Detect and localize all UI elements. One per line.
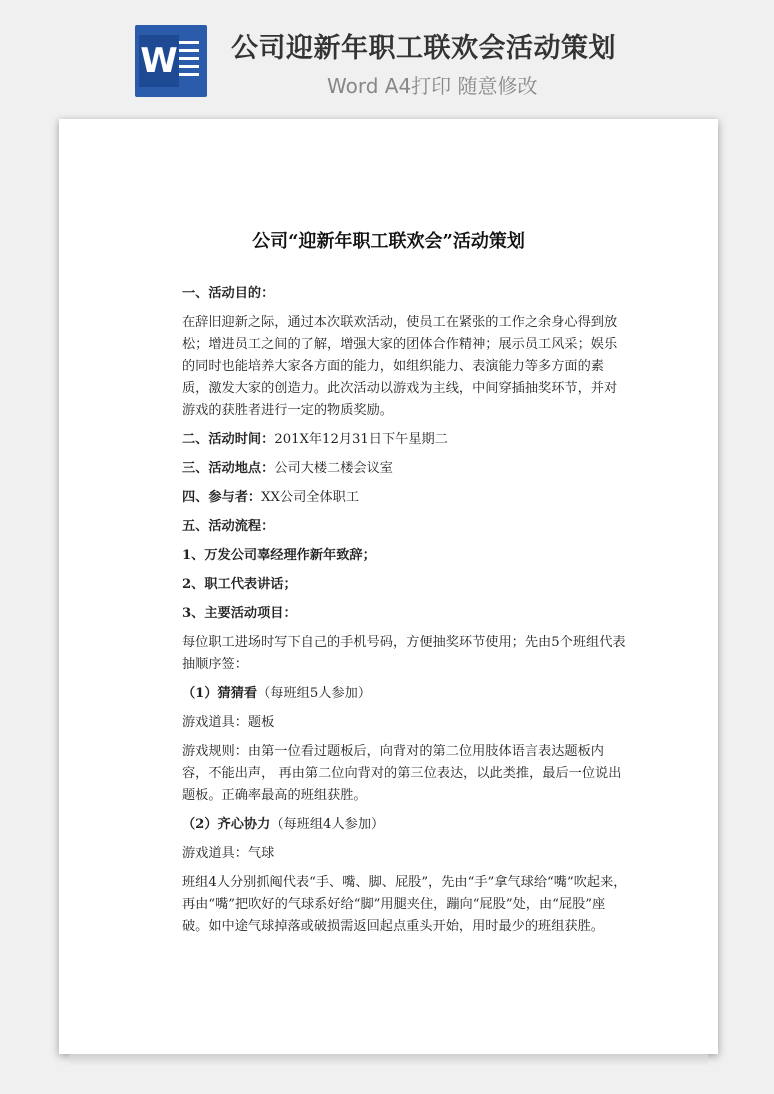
purpose-text: 在辞旧迎新之际，通过本次联欢活动，使员工在紧张的工作之余身心得到放松；增进员工之间的了解，增强大家的团体合作精神；展示员工风采；娱乐的同时也能培养大家各方面的能力，如组织能力、表演能力等多方面的素质，激发大家的创造力。此次活动以游戏为主线，中间穿插抽奖环节，并对游戏的获胜者进行一定的物质奖励。: [182, 315, 618, 418]
participants-line: [182, 487, 630, 509]
document-title: 公司“迎新年职工联欢会”活动策划: [252, 231, 525, 252]
flow-item-1: 1、万发公司辜经理作新年致辞；: [182, 548, 376, 563]
game1-title: （1）猜猜看: [182, 686, 258, 701]
place-line: [182, 458, 630, 480]
game1-rules: 游戏规则：由第一位看过题板后，向背对的第二位用肢体语言表达题板内容，不能出声， 再由第二位向背对的第三位表达，以此类推，最后一位说出题板。正确率最高的班组获胜。: [182, 744, 622, 803]
flow-heading: 五、活动流程：: [182, 519, 275, 534]
game2-props: 游戏道具：气球: [182, 846, 275, 861]
time-value: 201X年12月31日下午星期二: [274, 432, 448, 447]
flow-item-3: 3、主要活动项目：: [182, 606, 297, 621]
game2-rules: 班组4人分别抓阄代表“手、嘴、脚、屁股”，先由“手”拿气球给“嘴”吹起来，再由“嘴”把吹好的气球系好给“脚”用腿夹住，蹦向“屁股”处，由“屁股”座破。如中途气球掉落或破损需返回起点重头开始，用时最少的班组获胜。: [182, 875, 627, 934]
flow-item-2: 2、职工代表讲话；: [182, 577, 297, 592]
flow-3-text: 每位职工进场时写下自己的手机号码，方便抽奖环节使用；先由5个班组代表抽顺序签：: [182, 635, 626, 672]
participants-value: XX公司全体职工: [261, 490, 360, 505]
game2-note: （每班组4人参加）: [270, 817, 385, 832]
time-line: [182, 429, 630, 451]
game1-props: 游戏道具：题板: [182, 715, 275, 730]
game2-title: （2）齐心协力: [182, 817, 271, 832]
word-icon: [135, 25, 207, 97]
purpose-heading: 一、活动目的：: [182, 286, 275, 301]
participants-label: 四、参与者：: [182, 490, 262, 505]
header-subtitle: Word A4打印 随意修改: [327, 74, 538, 98]
document-body: [182, 283, 630, 945]
header-title: 公司迎新年职工联欢会活动策划: [231, 33, 616, 64]
game2-title-line: [182, 814, 630, 836]
word-icon-lines: [179, 41, 199, 81]
page-header: [0, 0, 774, 110]
page-shadow: [69, 1054, 708, 1066]
word-icon-letter: W: [139, 35, 179, 87]
time-label: 二、活动时间：: [182, 432, 275, 447]
document-page: [59, 119, 718, 1054]
place-label: 三、活动地点：: [182, 461, 275, 476]
place-value: 公司大楼二楼会议室: [274, 461, 393, 476]
game1-note: （每班组5人参加）: [257, 686, 372, 701]
game1-title-line: [182, 683, 630, 705]
